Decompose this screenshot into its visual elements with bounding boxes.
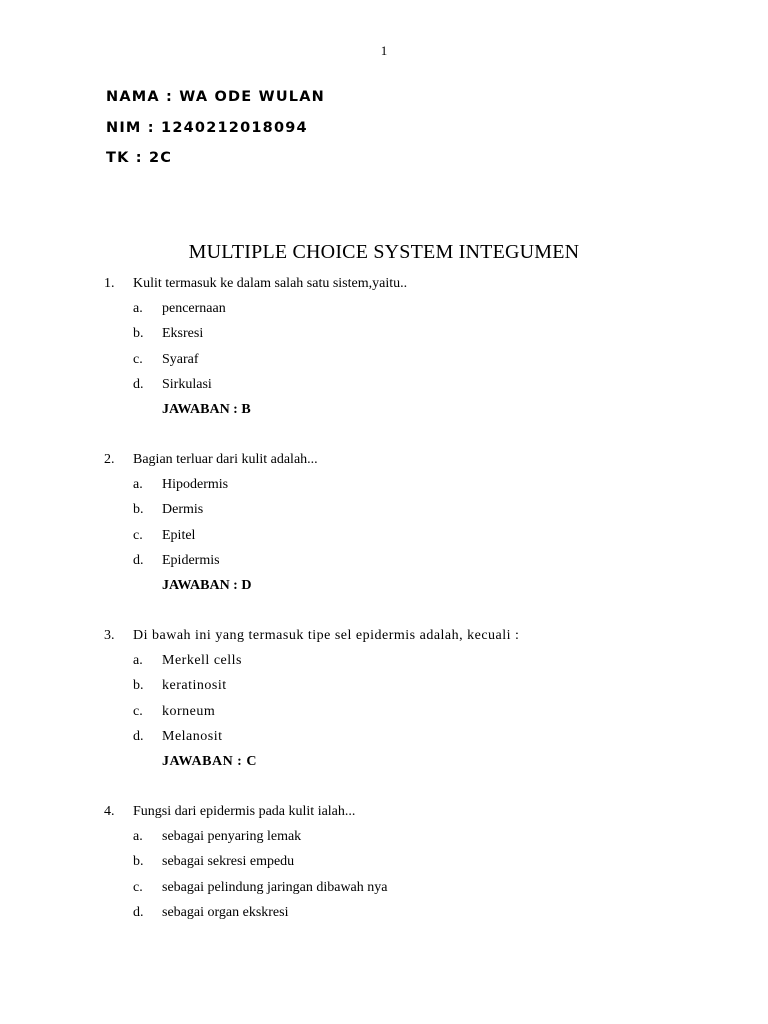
question-text: Bagian terluar dari kulit adalah... xyxy=(133,452,318,467)
option-letter: b. xyxy=(133,502,144,517)
option-letter: b. xyxy=(133,326,144,341)
question-list xyxy=(0,274,768,978)
option-letter: c. xyxy=(133,704,143,719)
question-number: 3. xyxy=(104,628,115,643)
question-text: Di bawah ini yang termasuk tipe sel epidermis adalah, kecuali : xyxy=(133,628,520,643)
option-letter: a. xyxy=(133,653,143,668)
student-nim: NIM : 1240212018094 xyxy=(106,120,308,136)
option-letter: d. xyxy=(133,553,144,568)
option-letter: a. xyxy=(133,301,143,316)
answer-key: JAWABAN : B xyxy=(162,402,251,417)
question-text: Fungsi dari epidermis pada kulit ialah... xyxy=(133,804,356,819)
option-text: korneum xyxy=(162,704,216,719)
option-text: pencernaan xyxy=(162,301,226,316)
question-number: 4. xyxy=(104,804,115,819)
option-letter: c. xyxy=(133,528,143,543)
option-text: Epidermis xyxy=(162,553,220,568)
option-text: Merkell cells xyxy=(162,653,242,668)
option-text: Epitel xyxy=(162,528,196,543)
question-4 xyxy=(0,802,768,978)
question-number: 2. xyxy=(104,452,115,467)
option-text: sebagai organ ekskresi xyxy=(162,905,289,920)
option-text: keratinosit xyxy=(162,678,227,693)
option-text: Hipodermis xyxy=(162,477,229,492)
answer-key: JAWABAN : D xyxy=(162,578,252,593)
option-letter: d. xyxy=(133,905,144,920)
question-3 xyxy=(0,626,768,802)
student-class: TK : 2C xyxy=(106,150,173,166)
option-text: Eksresi xyxy=(162,326,204,341)
option-letter: c. xyxy=(133,352,143,367)
option-letter: b. xyxy=(133,678,144,693)
question-1 xyxy=(0,274,768,450)
question-number: 1. xyxy=(104,276,115,291)
option-letter: a. xyxy=(133,829,143,844)
question-2 xyxy=(0,450,768,626)
document-title: MULTIPLE CHOICE SYSTEM INTEGUMEN xyxy=(188,241,580,263)
student-name: NAMA : WA ODE WULAN xyxy=(106,89,325,105)
option-letter: b. xyxy=(133,854,144,869)
option-letter: d. xyxy=(133,377,144,392)
option-text: Sirkulasi xyxy=(162,377,212,392)
option-text: sebagai sekresi empedu xyxy=(162,854,295,869)
option-text: sebagai penyaring lemak xyxy=(162,829,302,844)
option-text: Melanosit xyxy=(162,729,223,744)
question-text: Kulit termasuk ke dalam salah satu sistem,yaitu.. xyxy=(133,276,408,291)
option-letter: d. xyxy=(133,729,144,744)
option-text: sebagai pelindung jaringan dibawah nya xyxy=(162,880,388,895)
option-text: Dermis xyxy=(162,502,204,517)
option-letter: c. xyxy=(133,880,143,895)
page-number: 1 xyxy=(380,43,388,58)
option-text: Syaraf xyxy=(162,352,199,367)
option-letter: a. xyxy=(133,477,143,492)
answer-key: JAWABAN : C xyxy=(162,754,257,769)
